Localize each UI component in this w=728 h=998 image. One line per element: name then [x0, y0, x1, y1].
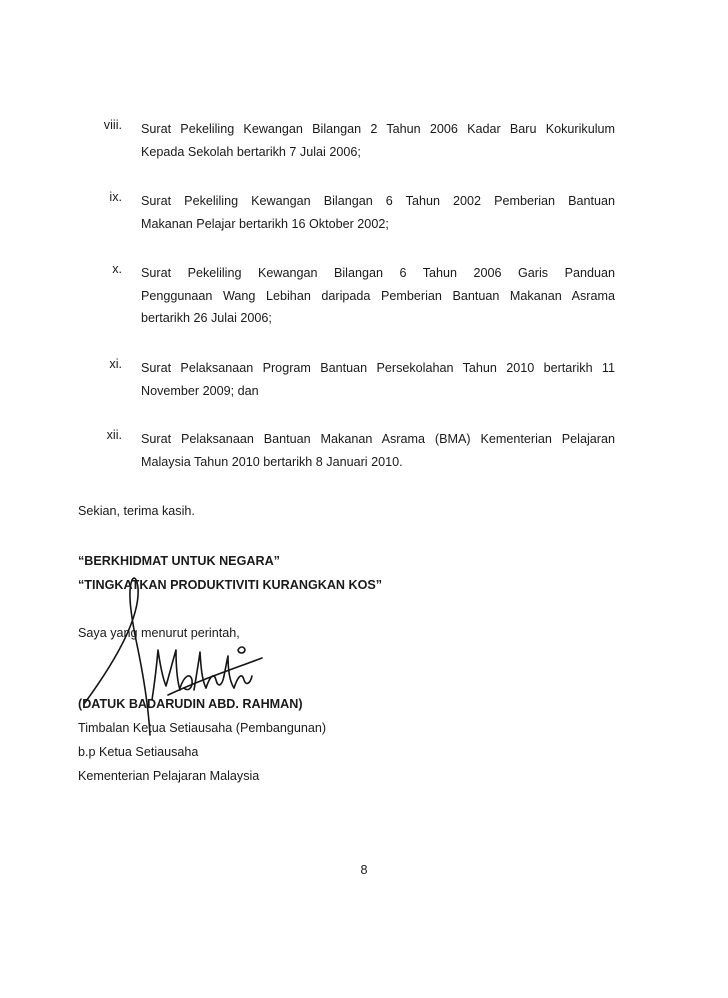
list-item-text [141, 262, 615, 330]
list-item-text [141, 118, 615, 163]
signatory-ministry: Kementerian Pelajaran Malaysia [78, 769, 260, 783]
list-item-line: Surat Pelaksanaan Bantuan Makanan Asrama (BMA) Kementerian Pelajaran [141, 432, 615, 446]
obedient-text: Saya yang menurut perintah, [78, 626, 240, 640]
list-item-line: Malaysia Tahun 2010 bertarikh 8 Januari 2010. [141, 454, 403, 469]
signatory-name: (DATUK BADARUDIN ABD. RAHMAN) [78, 697, 303, 711]
motto-line: “TINGKATKAN PRODUKTIVITI KURANGKAN KOS” [78, 578, 383, 592]
page-number: 8 [360, 863, 368, 877]
signatory-on-behalf: b.p Ketua Setiausaha [78, 745, 199, 759]
list-item-number: xi. [109, 357, 122, 371]
closing-text: Sekian, terima kasih. [78, 504, 195, 518]
list-item-text [141, 190, 615, 235]
list-item-line: Surat Pekeliling Kewangan Bilangan 6 Tahun 2002 Pemberian Bantuan [141, 194, 615, 208]
list-item-line: Surat Pelaksanaan Program Bantuan Persekolahan Tahun 2010 bertarikh 11 [141, 361, 615, 375]
list-item-number: viii. [103, 118, 122, 132]
list-item-text [141, 357, 615, 402]
list-item-number: xii. [106, 428, 122, 442]
list-item-line: Penggunaan Wang Lebihan daripada Pemberian Bantuan Makanan Asrama [141, 288, 615, 303]
list-item-number: x. [112, 262, 122, 276]
list-item-line: bertarikh 26 Julai 2006; [141, 311, 272, 325]
list-item-line: Kepada Sekolah bertarikh 7 Julai 2006; [141, 144, 361, 159]
list-item-number: ix. [109, 190, 122, 204]
list-item-line: Makanan Pelajar bertarikh 16 Oktober 2002; [141, 216, 389, 231]
list-item-line: Surat Pekeliling Kewangan Bilangan 2 Tahun 2006 Kadar Baru Kokurikulum [141, 122, 615, 136]
list-item-text [141, 428, 615, 473]
signatory-title: Timbalan Ketua Setiausaha (Pembangunan) [78, 721, 327, 735]
list-item-line: Surat Pekeliling Kewangan Bilangan 6 Tahun 2006 Garis Panduan [141, 266, 615, 280]
motto-line: “BERKHIDMAT UNTUK NEGARA” [78, 554, 280, 568]
list-item-line: November 2009; dan [141, 383, 259, 398]
